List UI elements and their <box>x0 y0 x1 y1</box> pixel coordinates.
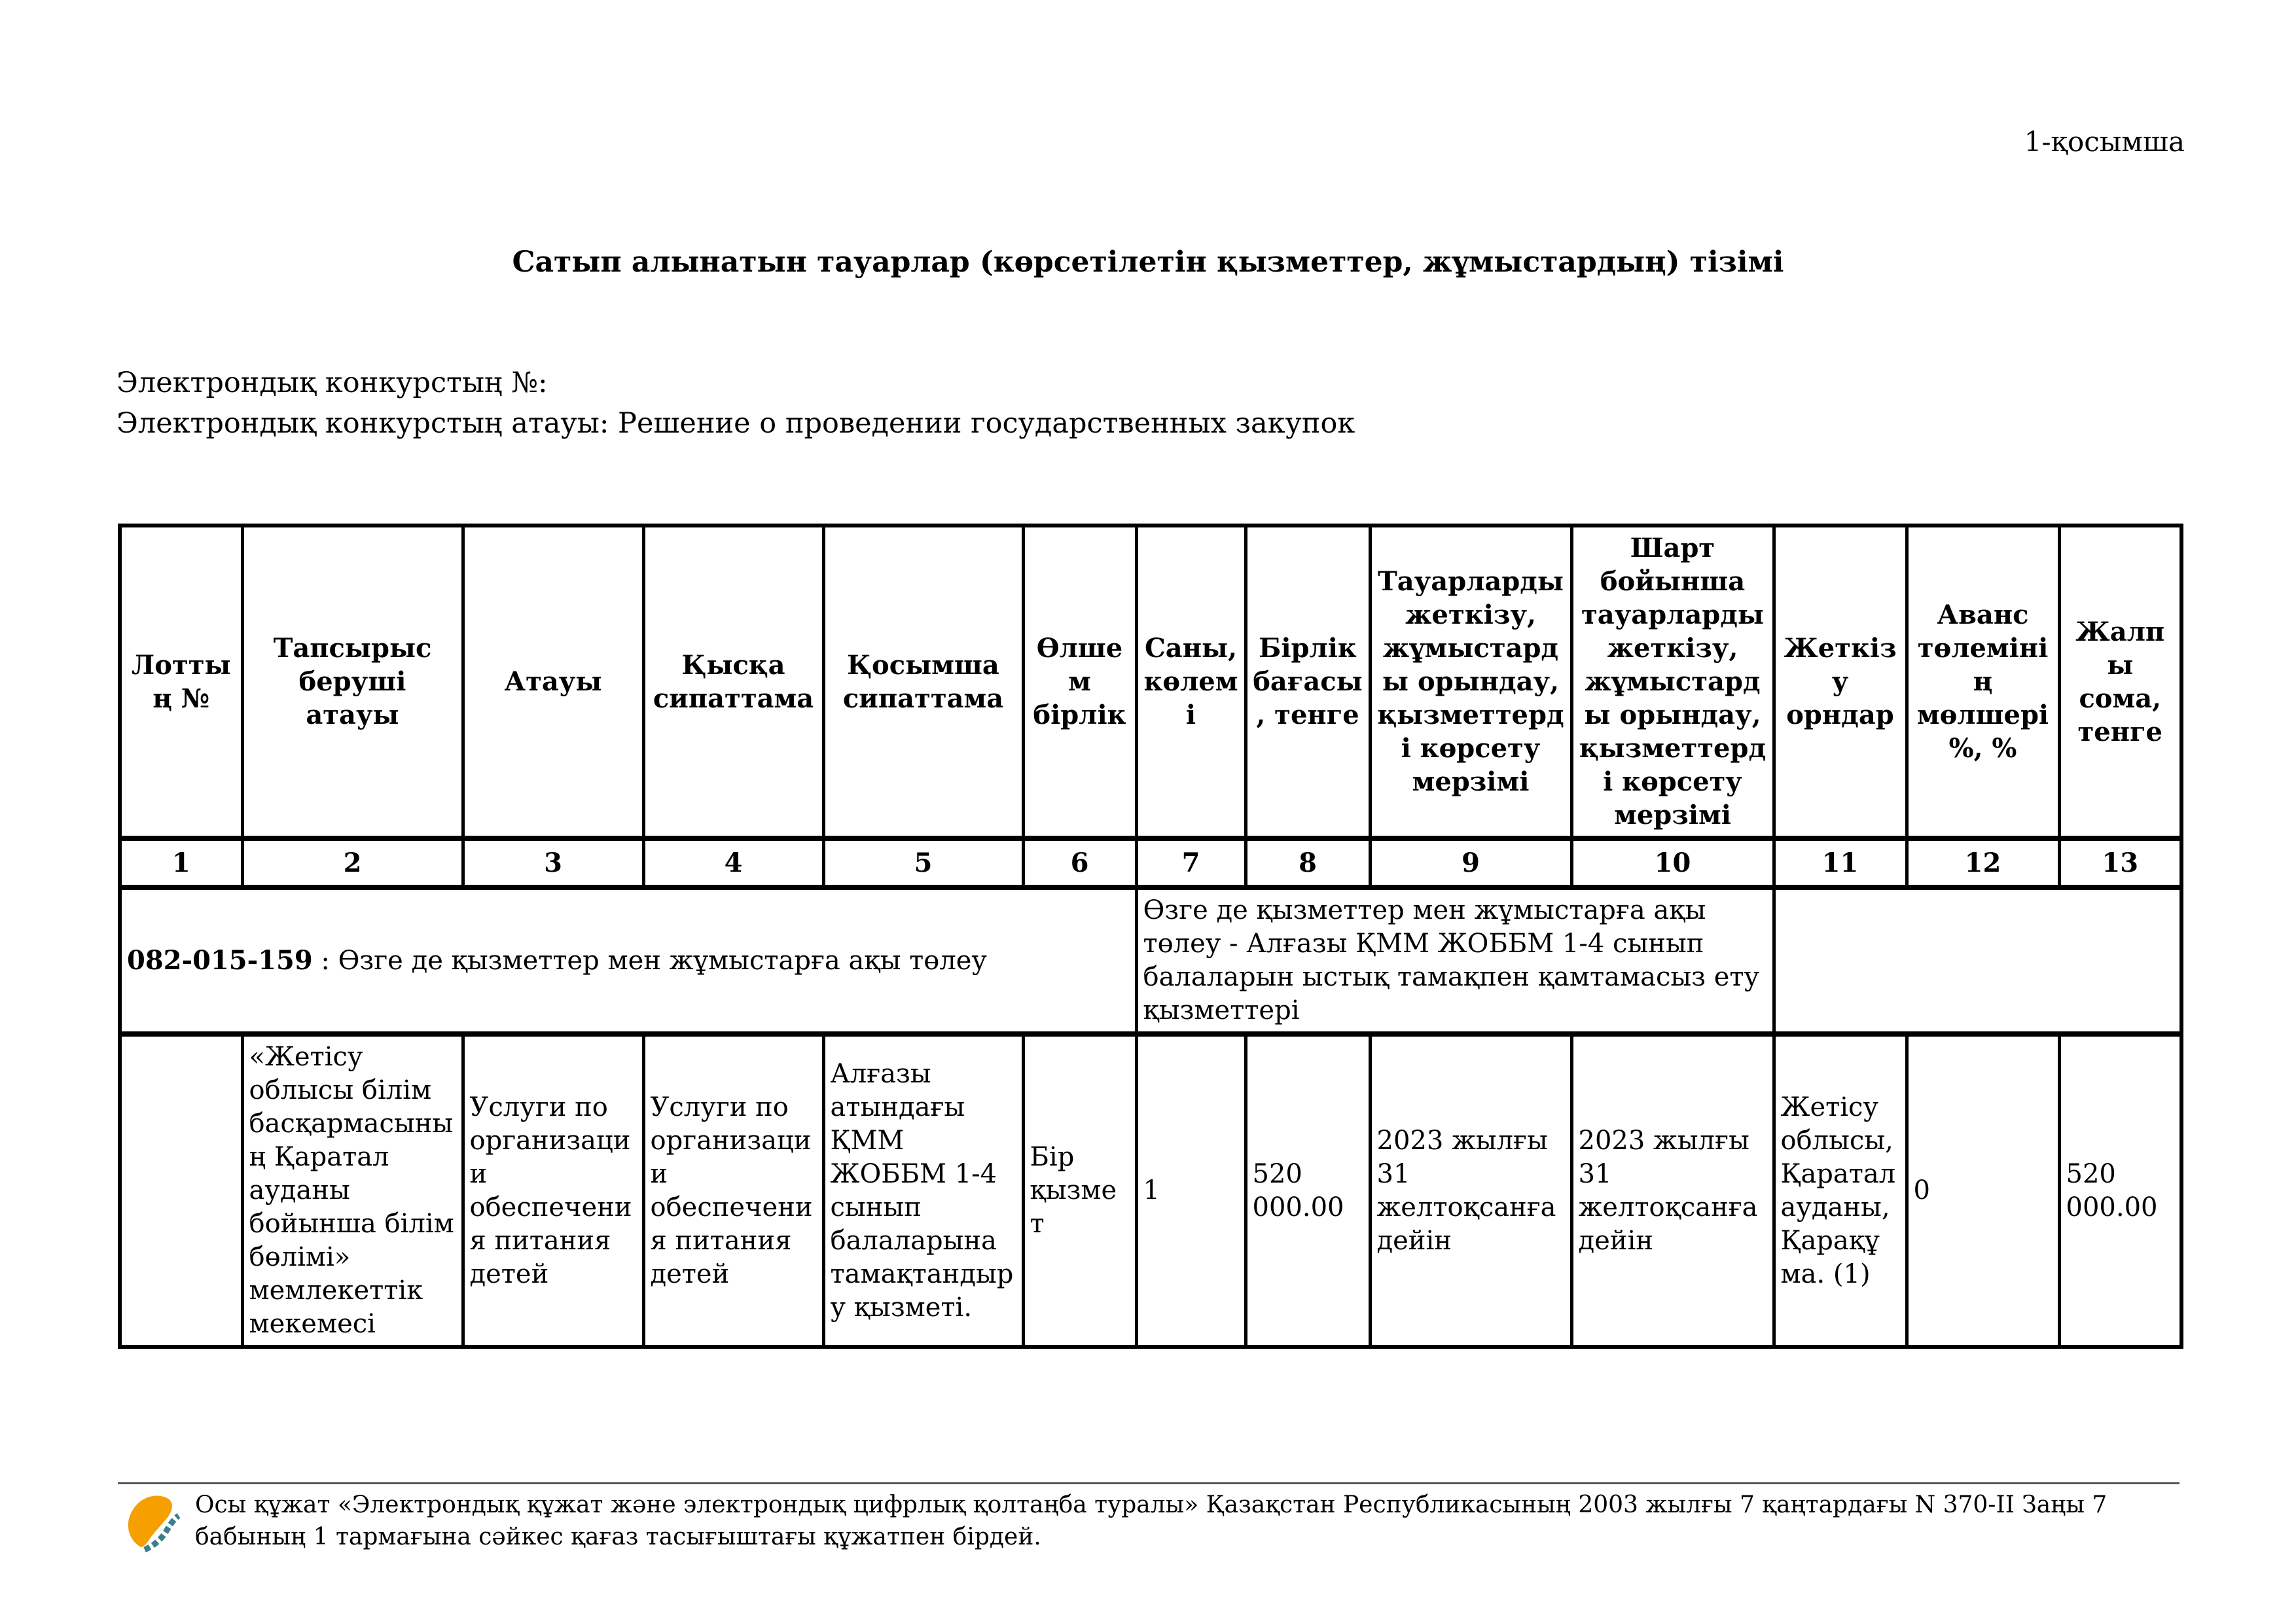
cell-short-description: Услуги по организации обеспечения питания детей <box>643 1034 823 1347</box>
column-header: Тауарларды жеткізу, жұмыстарды орындау, қызметтерді көрсету мерзімі <box>1370 526 1571 838</box>
column-number: 1 <box>120 838 242 887</box>
document-title: Сатып алынатын тауарлар (көрсетілетін қызметтер, жұмыстардың) тізімі <box>512 245 1784 279</box>
column-number: 4 <box>643 838 823 887</box>
cell-customer: «Жетісу облысы білім басқармасының Қаратал ауданы бойынша білім бөлімі» мемлекеттік мекемесі <box>242 1034 463 1347</box>
column-header: Бірлік бағасы, тенге <box>1246 526 1370 838</box>
column-header: Тапсырыс беруші атауы <box>242 526 463 838</box>
column-number: 9 <box>1370 838 1571 887</box>
lot-empty-cell <box>1774 887 2181 1034</box>
footer-notice: Осы құжат «Электрондық құжат және электрондық цифрлық қолтаңба туралы» Қазақстан Республикасының 2003 жылғы 7 қаңтардағы N 370-II Заңы 7 бабының 1 тармағына сәйкес қағаз тасығыштағы құжатпен бірдей. <box>195 1491 2108 1550</box>
cell-name: Услуги по организации обеспечения питания детей <box>463 1034 643 1347</box>
lot-description: Өзге де қызметтер мен жұмыстарға ақы төлеу - Алғазы ҚММ ЖОББМ 1-4 сынып балаларын ыстық тамақпен қамтамасыз ету қызметтері <box>1136 887 1774 1034</box>
cell-unit-price: 520 000.00 <box>1246 1034 1370 1347</box>
column-header: Атауы <box>463 526 643 838</box>
column-number: 3 <box>463 838 643 887</box>
column-header: Өлшем бірлік <box>1023 526 1136 838</box>
appendix-label: 1-қосымша <box>2024 126 2185 158</box>
column-header: Жеткізу орндар <box>1774 526 1907 838</box>
cell-contract-term: 2023 жылғы 31 желтоқсанға дейін <box>1571 1034 1774 1347</box>
table-row <box>120 1034 2181 1347</box>
column-header: Жалпы сома, тенге <box>2059 526 2181 838</box>
lot-code-cell <box>120 887 1136 1034</box>
cell-additional-description: Алғазы атындағы ҚММ ЖОББМ 1-4 сынып балаларына тамақтандыру қызметі. <box>823 1034 1023 1347</box>
cell-unit: Бір қызмет <box>1023 1034 1136 1347</box>
column-header: Қысқа сипаттама <box>643 526 823 838</box>
cell-lot-number <box>120 1034 242 1347</box>
cell-quantity: 1 <box>1136 1034 1246 1347</box>
sun-logo-icon <box>121 1487 187 1552</box>
column-header: Аванс төлемінің мөлшері %, % <box>1907 526 2059 838</box>
column-header: Қосымша сипаттама <box>823 526 1023 838</box>
items-table <box>118 524 2183 1349</box>
column-number: 2 <box>242 838 463 887</box>
table-header-row <box>120 526 2181 838</box>
cell-delivery-term: 2023 жылғы 31 желтоқсанға дейін <box>1370 1034 1571 1347</box>
column-number: 12 <box>1907 838 2059 887</box>
column-number: 11 <box>1774 838 1907 887</box>
contest-number-label: Электрондық конкурстың №: <box>117 366 548 399</box>
contest-name-label: Электрондық конкурстың атауы: Решение о проведении государственных закупок <box>117 407 1355 440</box>
footer-divider <box>118 1482 2179 1484</box>
cell-advance-percent: 0 <box>1907 1034 2059 1347</box>
column-number: 6 <box>1023 838 1136 887</box>
lot-row <box>120 887 2181 1034</box>
column-number: 7 <box>1136 838 1246 887</box>
column-header: Лоттың № <box>120 526 242 838</box>
column-number-row <box>120 838 2181 887</box>
column-number: 8 <box>1246 838 1370 887</box>
cell-delivery-place: Жетісу облысы, Қаратал ауданы, Қарақұма. (1) <box>1774 1034 1907 1347</box>
lot-code-suffix: : Өзге де қызметтер мен жұмыстарға ақы төлеу <box>312 946 987 976</box>
column-number: 10 <box>1571 838 1774 887</box>
column-header: Саны, көлемі <box>1136 526 1246 838</box>
column-number: 13 <box>2059 838 2181 887</box>
column-number: 5 <box>823 838 1023 887</box>
lot-code: 082-015-159 <box>127 945 313 976</box>
column-header: Шарт бойынша тауарларды жеткізу, жұмыстарды орындау, қызметтерді көрсету мерзімі <box>1571 526 1774 838</box>
cell-total: 520 000.00 <box>2059 1034 2181 1347</box>
